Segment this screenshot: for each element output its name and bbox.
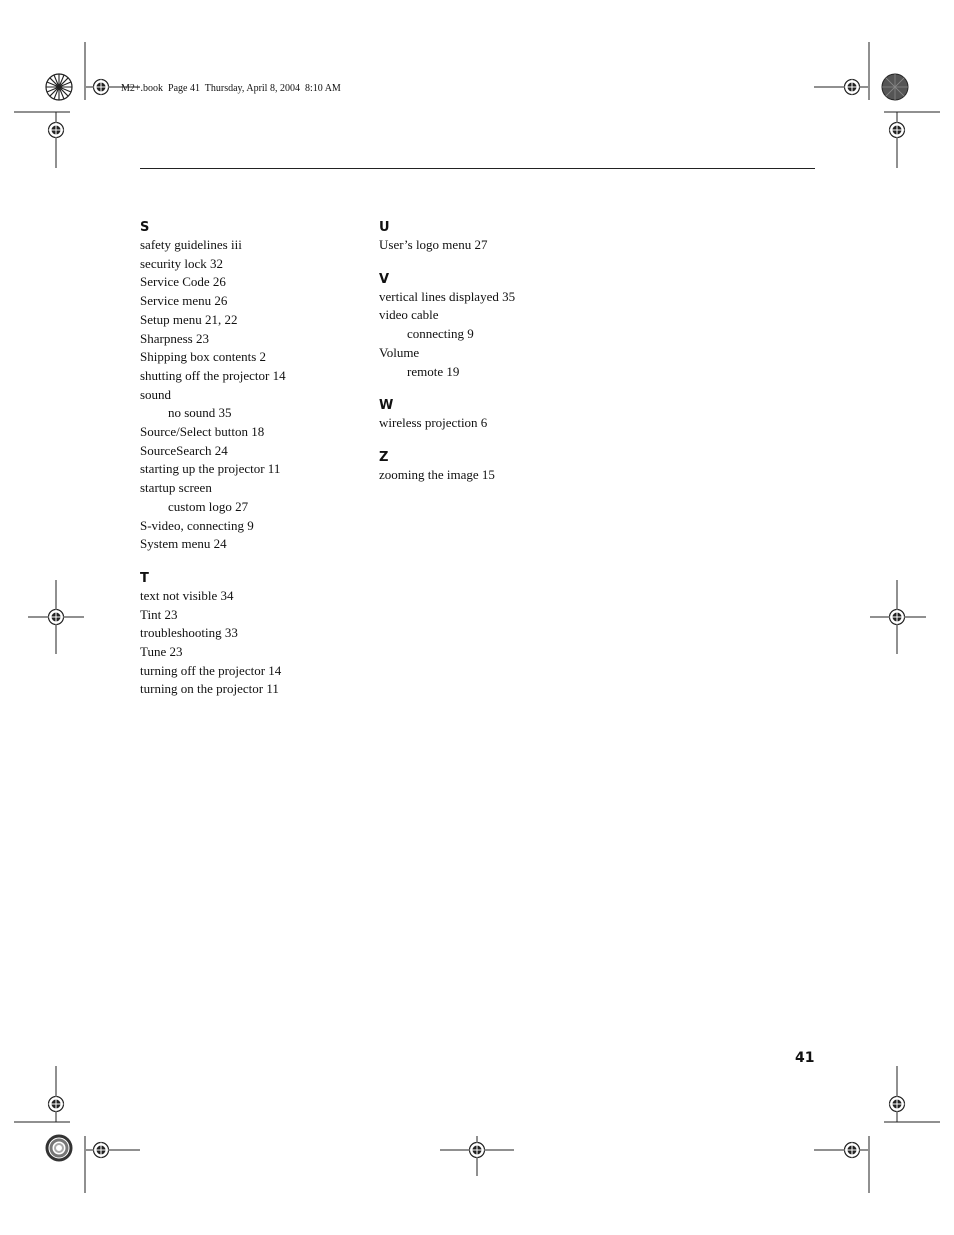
index-entry: turning off the projector 14 xyxy=(140,662,282,678)
index-section-letter: V xyxy=(379,271,390,287)
index-entry: Volume xyxy=(379,344,420,360)
index-entry: turning on the projector 11 xyxy=(140,681,279,697)
index-entry: Sharpness 23 xyxy=(140,330,209,346)
index-entry: zooming the image 15 xyxy=(379,466,495,482)
crop-marks-side xyxy=(28,580,926,654)
index-entry: Source/Select button 18 xyxy=(140,424,265,440)
index-entry: Setup menu 21, 22 xyxy=(140,311,238,327)
index-subentry: connecting 9 xyxy=(407,326,474,342)
registration-target-icon xyxy=(845,80,860,95)
page-number: 41 xyxy=(795,1050,815,1066)
registration-target-icon xyxy=(49,1097,64,1112)
registration-target-icon xyxy=(890,123,905,138)
registration-target-icon xyxy=(890,1097,905,1112)
registration-target-icon xyxy=(890,610,905,625)
index-entry: SourceSearch 24 xyxy=(140,442,228,458)
index-section-letter: S xyxy=(140,220,150,235)
registration-target-icon xyxy=(94,1143,109,1158)
index-section-letter: T xyxy=(140,570,149,586)
index-entry: shutting off the projector 14 xyxy=(140,367,286,383)
index-entry: Service menu 26 xyxy=(140,293,228,309)
index-section-letter: U xyxy=(379,220,390,235)
gray-target-icon xyxy=(882,74,908,100)
index-entry: Tune 23 xyxy=(140,644,183,660)
registration-target-icon xyxy=(845,1143,860,1158)
index-entry: System menu 24 xyxy=(140,536,227,552)
index-subentry: custom logo 27 xyxy=(168,498,249,514)
index-entry: vertical lines displayed 35 xyxy=(379,288,516,304)
index-entry: troubleshooting 33 xyxy=(140,625,238,641)
index-entry: Shipping box contents 2 xyxy=(140,349,267,365)
registration-target-icon xyxy=(49,123,64,138)
index-entry: starting up the projector 11 xyxy=(140,461,281,477)
index-subentry: remote 19 xyxy=(407,363,460,379)
registration-target-icon xyxy=(94,80,109,95)
index-entry: Service Code 26 xyxy=(140,274,226,290)
index-entry: text not visible 34 xyxy=(140,587,234,603)
ring-target-icon xyxy=(47,1136,71,1160)
registration-target-icon xyxy=(470,1143,485,1158)
index-entry: Tint 23 xyxy=(140,606,178,622)
index-entry: wireless projection 6 xyxy=(379,415,488,431)
index-section-letter: Z xyxy=(379,449,389,465)
index-entry: User’s logo menu 27 xyxy=(379,237,488,252)
index-entry: S-video, connecting 9 xyxy=(140,517,254,533)
index-section-letter: W xyxy=(379,398,394,414)
registration-target-icon xyxy=(49,610,64,625)
star-target-icon xyxy=(46,74,72,100)
index-entry: security lock 32 xyxy=(140,255,224,271)
crop-marks-bottom xyxy=(14,1066,940,1193)
index-entry: safety guidelines iii xyxy=(140,237,242,252)
index-entry: video cable xyxy=(379,307,439,323)
print-slug: M2+.book Page 41 Thursday, April 8, 2004 8:10 AM xyxy=(121,83,341,94)
index-entry: sound xyxy=(140,386,172,402)
index-entry: startup screen xyxy=(140,480,212,496)
crop-marks-top xyxy=(14,42,940,168)
index-subentry: no sound 35 xyxy=(168,405,232,421)
